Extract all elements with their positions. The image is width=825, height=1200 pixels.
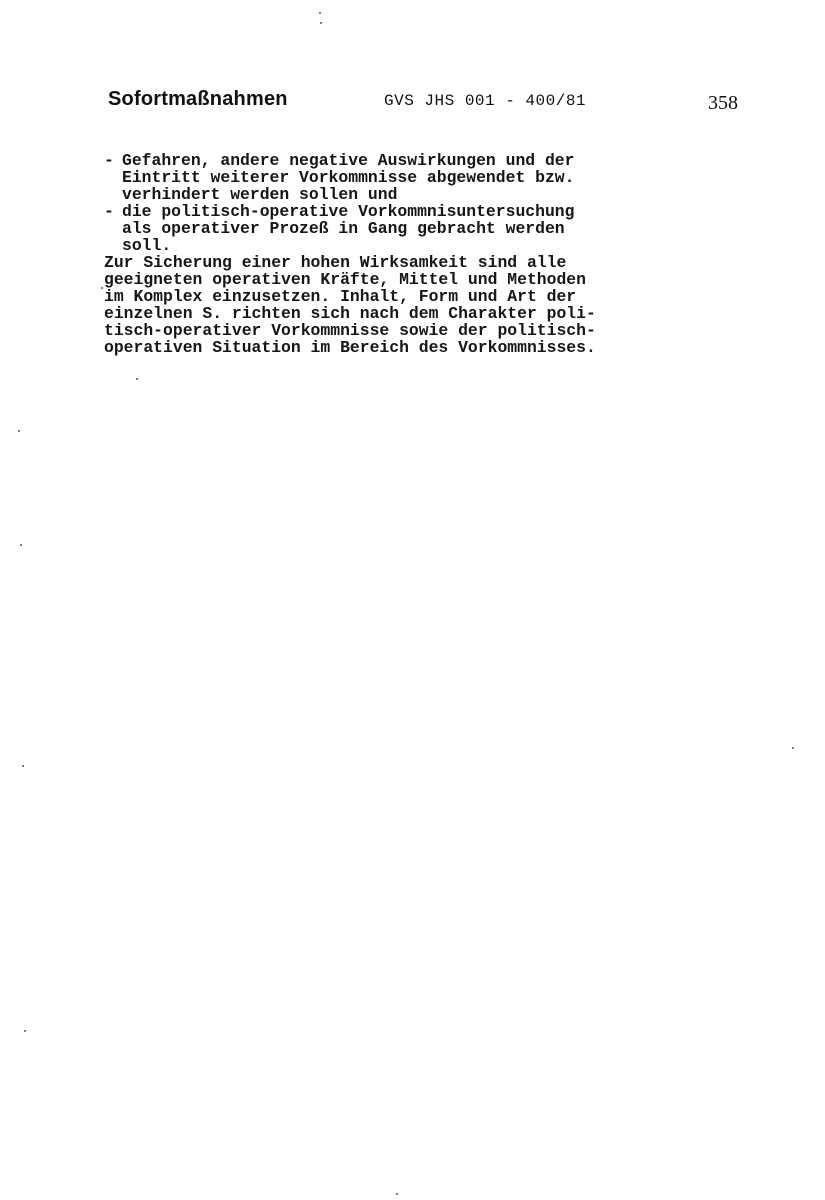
page-number: 358 bbox=[708, 92, 738, 114]
paragraph-line: einzelnen S. richten sich nach dem Charakter poli- bbox=[104, 304, 596, 323]
scan-speck bbox=[101, 287, 103, 289]
paragraph-line: Zur Sicherung einer hohen Wirksamkeit sind alle bbox=[104, 253, 567, 272]
bullet-text: die politisch-operative Vorkommnisuntersuchung bbox=[122, 202, 575, 221]
scan-speck bbox=[136, 378, 138, 380]
bullet-item-2-line-2: als operativer Prozeß in Gang gebracht werden bbox=[122, 219, 565, 238]
scan-speck bbox=[24, 1030, 26, 1032]
scan-speck bbox=[18, 430, 20, 432]
bullet-item-2-line-1 bbox=[104, 203, 724, 220]
scan-speck bbox=[22, 765, 24, 767]
bullet-text: Gefahren, andere negative Auswirkungen und der bbox=[122, 151, 575, 170]
document-reference: GVS JHS 001 - 400/81 bbox=[384, 92, 587, 110]
page-title: Sofortmaßnahmen bbox=[108, 88, 288, 110]
bullet-item-1-line-3: verhindert werden sollen und bbox=[122, 185, 398, 204]
bullet-item-1-line-1 bbox=[104, 152, 724, 169]
body-text bbox=[104, 152, 724, 356]
paragraph-line: geeigneten operativen Kräfte, Mittel und Methoden bbox=[104, 270, 586, 289]
bullet-marker: - bbox=[104, 151, 114, 170]
scan-speck bbox=[320, 22, 322, 24]
paragraph-line: operativen Situation im Bereich des Vorkommnisses. bbox=[104, 338, 596, 357]
scan-speck bbox=[792, 747, 794, 749]
scan-speck bbox=[396, 1193, 398, 1195]
bullet-item-1-line-2: Eintritt weiterer Vorkommnisse abgewendet bzw. bbox=[122, 168, 575, 187]
paragraph-line: im Komplex einzusetzen. Inhalt, Form und Art der bbox=[104, 287, 577, 306]
bullet-item-2-line-3: soll. bbox=[122, 236, 172, 255]
scan-speck bbox=[319, 12, 321, 14]
scan-speck bbox=[20, 544, 22, 546]
bullet-marker: - bbox=[104, 202, 114, 221]
paragraph-line: tisch-operativer Vorkommnisse sowie der politisch- bbox=[104, 321, 596, 340]
